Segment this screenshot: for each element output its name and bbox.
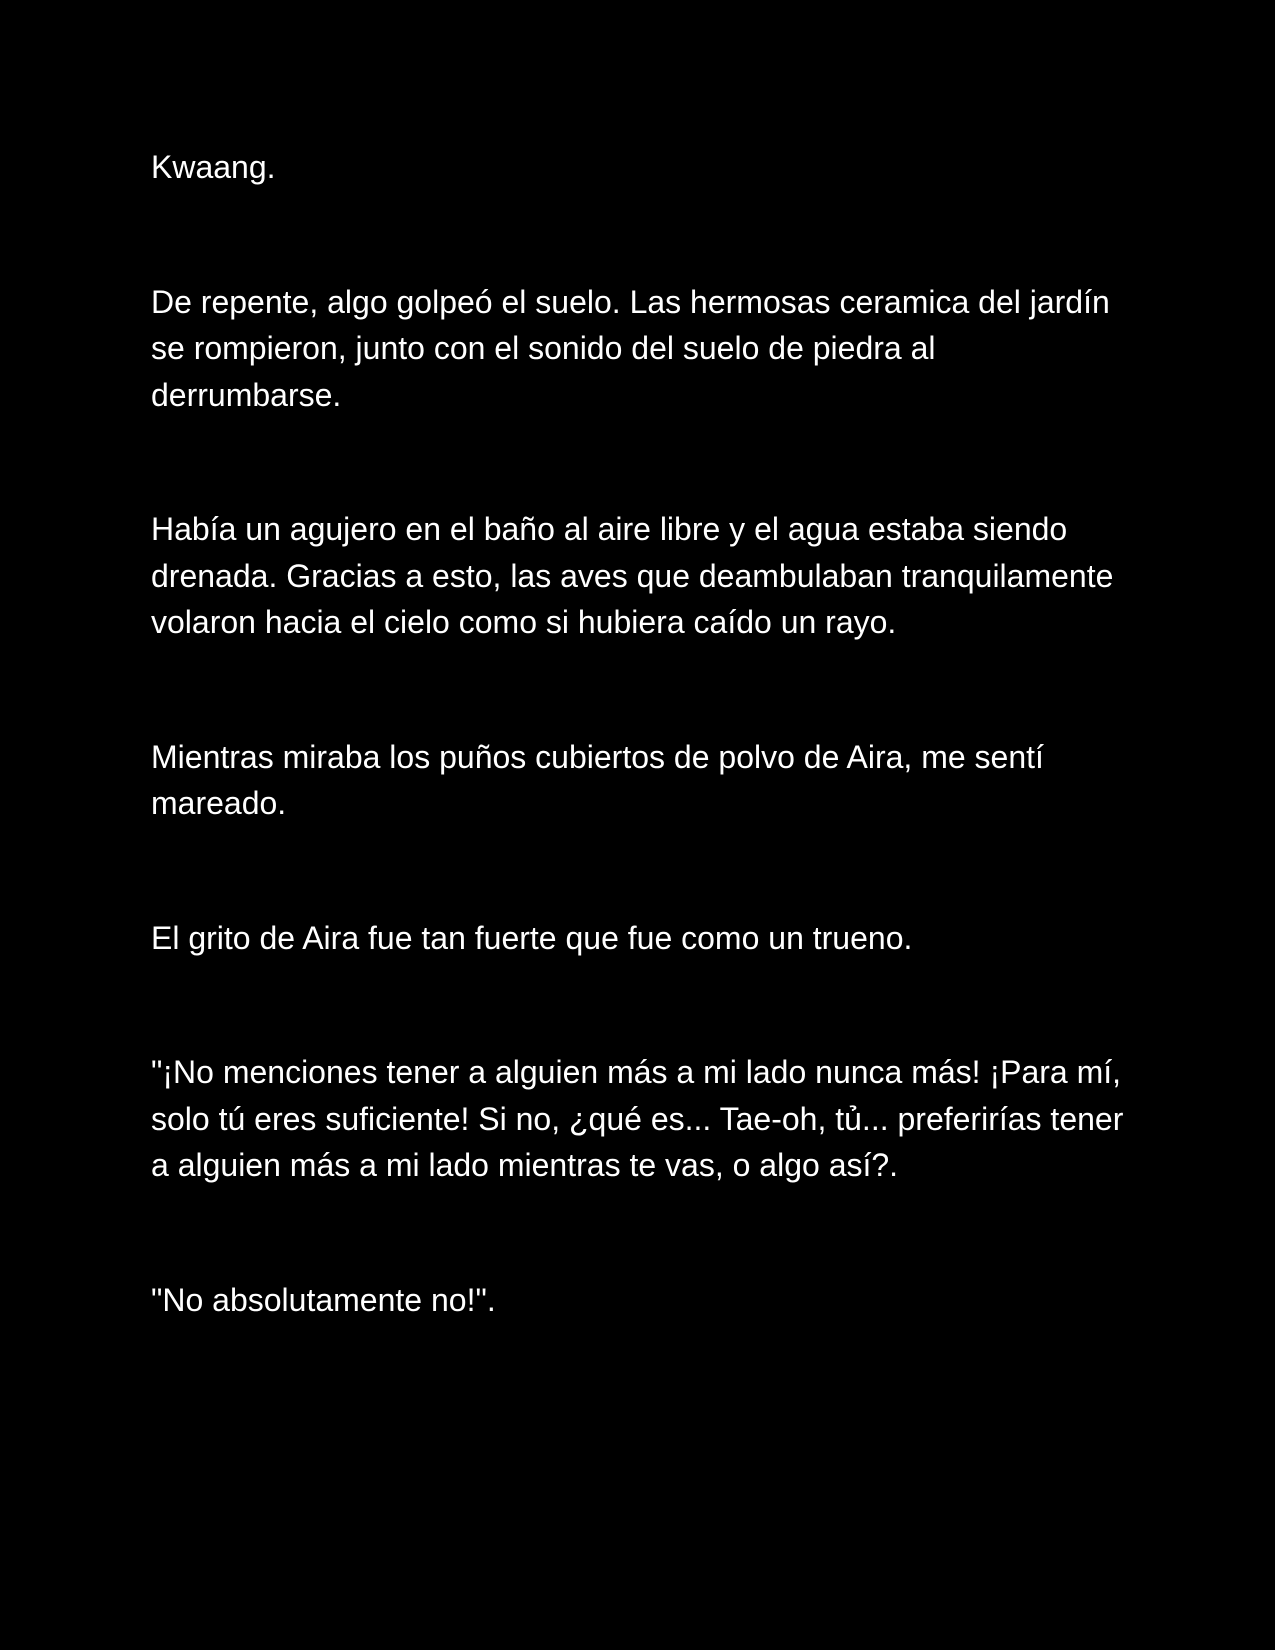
paragraph-1: Kwaang. — [151, 149, 276, 185]
document-body — [151, 144, 1131, 1323]
paragraph-5: El grito de Aira fue tan fuerte que fue como un trueno. — [151, 919, 913, 956]
paragraph-7: "No absolutamente no!". — [151, 1281, 496, 1318]
paragraph-4: Mientras miraba los puños cubiertos de polvo de Aira, me sentí mareado. — [151, 738, 1044, 821]
paragraph-6: "¡No menciones tener a alguien más a mi lado nunca más! ¡Para mí, solo tú eres suficiente! Si no, ¿qué es... Tae-oh, tủ... preferirías tener a alguien más a mi lado mientras te vas, o algo así?. — [151, 1054, 1124, 1183]
paragraph-3: Había un agujero en el baño al aire libre y el agua estaba siendo drenada. Gracias a esto, las aves que deambulaban tranquilamente volaron hacia el cielo como si hubiera caído un rayo. — [151, 511, 1114, 640]
paragraph-2: De repente, algo golpeó el suelo. Las hermosas ceramica del jardín se rompieron, junto con el sonido del suelo de piedra al derrumbarse. — [151, 283, 1110, 413]
